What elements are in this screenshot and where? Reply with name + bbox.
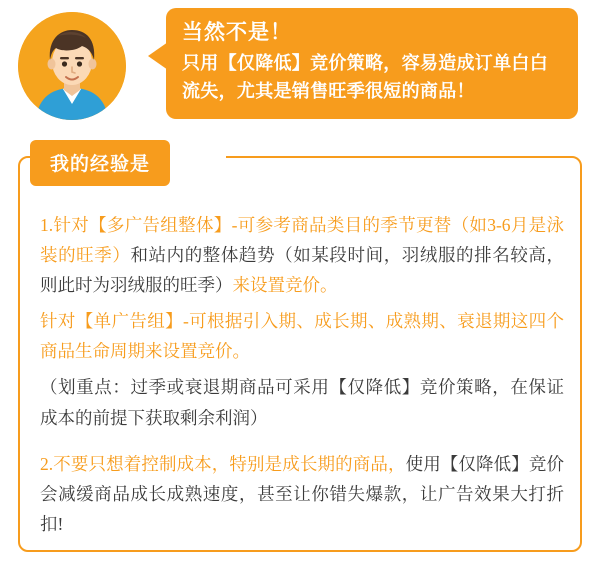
paragraph-segment: 使用【仅降低】竞价会减缓商品成长成熟速度，甚至让你错失爆款，让广告效果大打折扣! [40,453,565,534]
experience-paragraph [40,210,564,300]
experience-paragraph [40,449,564,539]
paragraph-segment: 1.针对【多广告组整体】-可参考商品类目的季节更替（如3-6月是泳装的旺季） [40,215,564,266]
person-avatar-icon [18,12,126,120]
experience-header: 我的经验是 [30,140,170,186]
paragraph-segment: 来设置竞价。 [232,275,338,296]
experience-content [40,210,564,545]
paragraph-segment: 和站内的整体趋势（如某段时间，羽绒服的排名较高，则此时为羽绒服的旺季） [40,245,565,296]
paragraph-spacer [40,439,564,449]
speech-bubble-text: 只用【仅降低】竞价策略，容易造成订单白白流失，尤其是销售旺季很短的商品！ [182,53,548,101]
avatar [18,12,126,120]
speech-bubble-tail [148,42,168,70]
speech-section [0,0,600,140]
experience-paragraph [40,372,564,432]
paragraph-segment: 2.不要只想着控制成本，特别是成长期的商品， [40,453,406,474]
experience-paragraph [40,306,564,366]
paragraph-segment: （划重点：过季或衰退期商品可采用【仅降低】竞价策略，在保证成本的前提下获取剩余利润） [40,377,564,428]
speech-bubble-title: 当然不是！ [182,21,292,44]
speech-bubble [166,8,578,119]
paragraph-segment: 针对【单广告组】-可根据引入期、成长期、成熟期、衰退期这四个商品生命周期来设置竞价。 [40,311,564,362]
